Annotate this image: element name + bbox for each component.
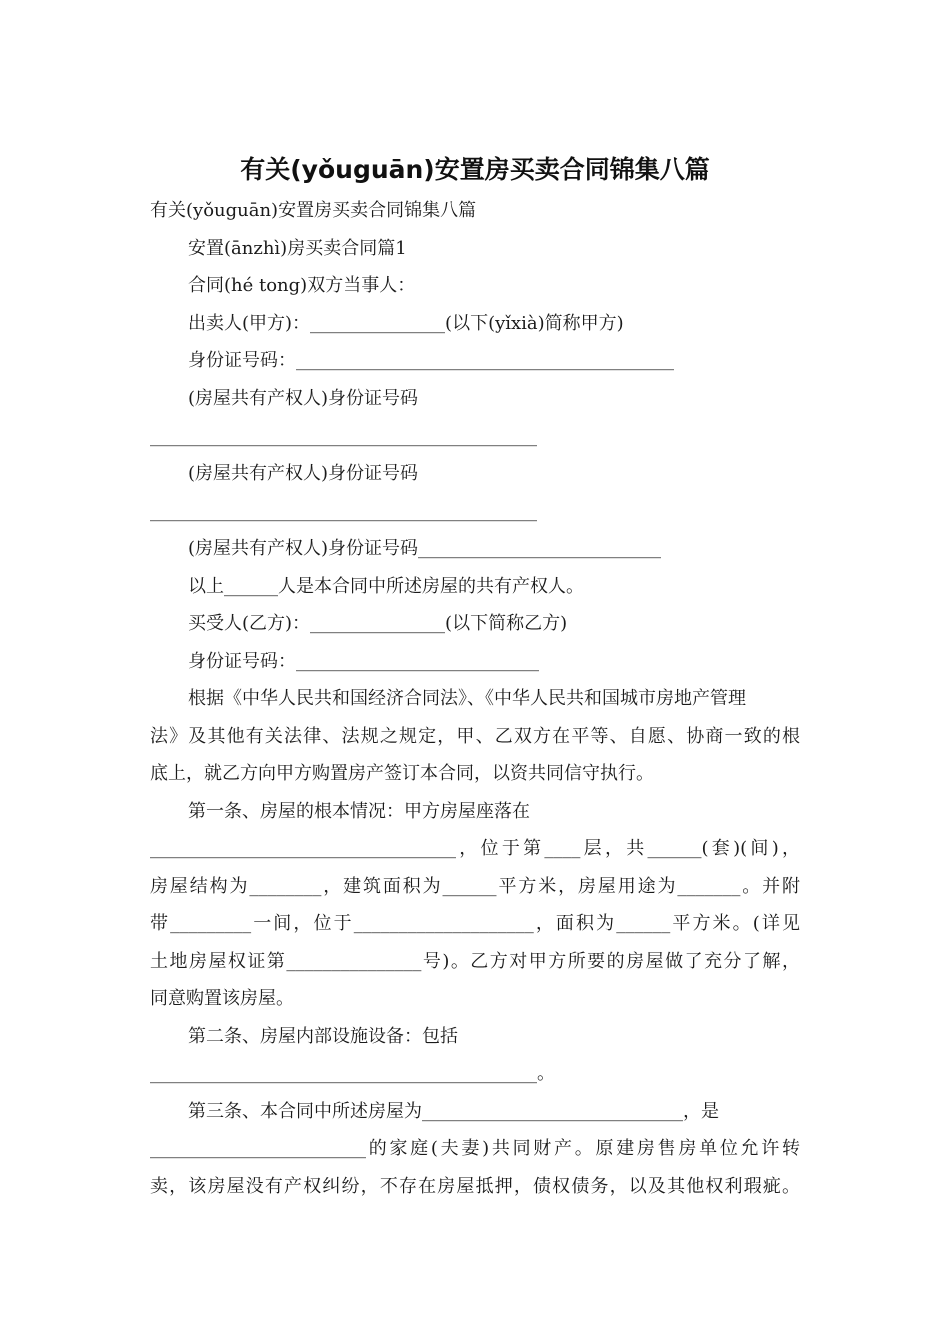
parties-label: 合同(hé tong)双方当事人： <box>188 275 416 296</box>
co-owner-id-label: (房屋共有产权人)身份证号码 <box>188 388 419 409</box>
doc-subtitle: 有关(yǒuguān)安置房买卖合同锦集八篇 <box>150 200 477 221</box>
seller-id-line: 身份证号码：__________________________________________ <box>188 350 674 371</box>
document-title: 有关(yǒuguān)安置房买卖合同锦集八篇 <box>240 155 710 184</box>
co-owner-id-line: (房屋共有产权人)身份证号码___________________________ <box>188 538 662 559</box>
article-2-heading: 第二条、房屋内部设施设备：包括 <box>188 1026 458 1047</box>
co-owner-id-blank: ___________________________________________ <box>150 501 537 522</box>
co-owner-id-label: (房屋共有产权人)身份证号码 <box>188 463 419 484</box>
article-1-line: 房屋结构为________，建筑面积为______平方米，房屋用途为_______。并附 <box>150 876 800 897</box>
seller-line: 出卖人(甲方)：_______________(以下(yǐxià)简称甲方) <box>188 313 624 334</box>
article-3-line: ________________________的家庭(夫妻)共同财产。原建房售房单位允许转 <box>150 1138 800 1159</box>
co-owner-id-blank: ___________________________________________ <box>150 426 537 447</box>
preamble-line: 底上，就乙方向甲方购置房产签订本合同，以资共同信守执行。 <box>150 763 654 784</box>
article-2-blank: ___________________________________________。 <box>150 1063 555 1084</box>
article-1-line: 带_________一间，位于____________________，面积为______平方米。(详见 <box>150 913 800 934</box>
article-1-line: 土地房屋权证第_______________号)。乙方对甲方所要的房屋做了充分了解， <box>150 951 800 972</box>
preamble-line: 法》及其他有关法律、法规之规定，甲、乙双方在平等、自愿、协商一致的根 <box>150 726 800 747</box>
article-3-line: 卖，该房屋没有产权纠纷，不存在房屋抵押，债权债务，以及其他权利瑕疵。 <box>150 1176 800 1197</box>
article-1-heading: 第一条、房屋的根本情况：甲方房屋座落在 <box>188 801 530 822</box>
contract-heading: 安置(ānzhì)房买卖合同篇1 <box>188 238 407 259</box>
buyer-id-line: 身份证号码：___________________________ <box>188 651 539 672</box>
preamble-line: 根据《中华人民共和国经济合同法》、《中华人民共和国城市房地产管理 <box>188 688 746 709</box>
article-3-line: 第三条、本合同中所述房屋为_____________________________，是 <box>188 1101 719 1122</box>
article-1-line: __________________________________，位于第____层，共______(套)(间)， <box>150 838 800 859</box>
co-owners-count-line: 以上______人是本合同中所述房屋的共有产权人。 <box>188 576 584 597</box>
buyer-line: 买受人(乙方)：_______________(以下简称乙方) <box>188 613 568 634</box>
article-1-line: 同意购置该房屋。 <box>150 988 294 1009</box>
